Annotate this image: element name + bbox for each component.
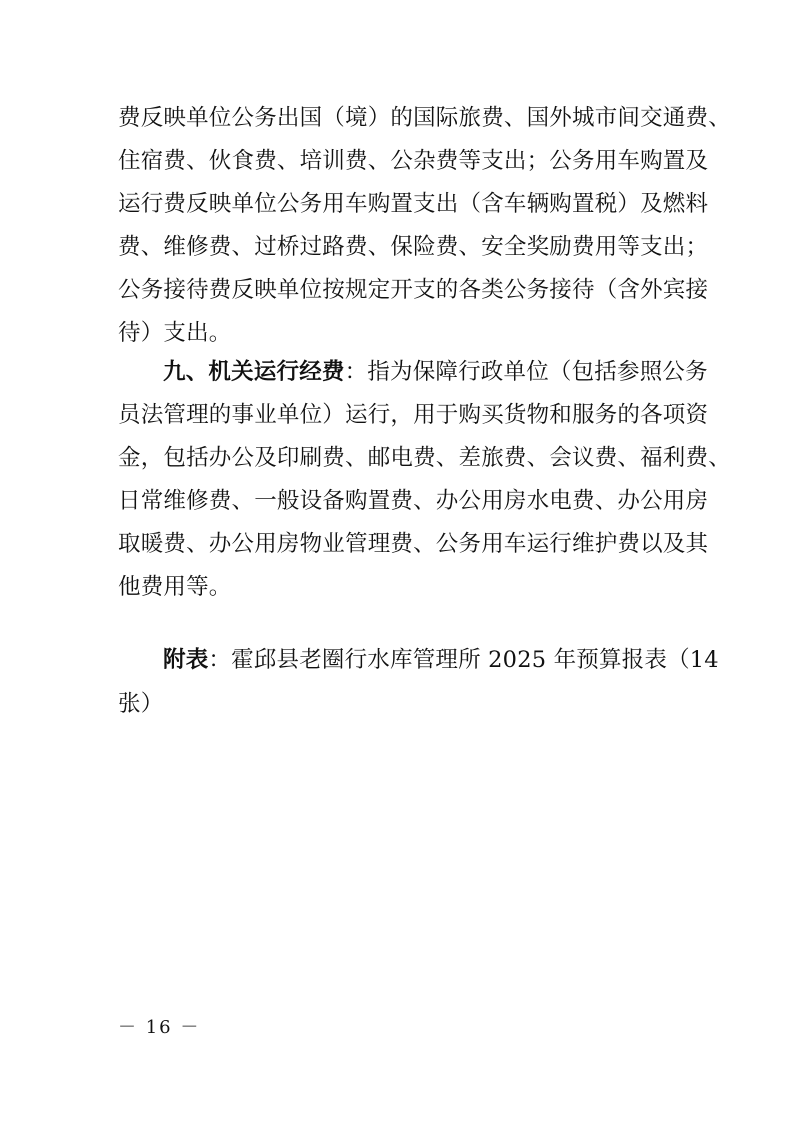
attachment-first-line: [163, 640, 719, 680]
paragraph-line: 他费用等。: [118, 574, 232, 600]
paragraph-line: 日常维修费、一般设备购置费、办公用房水电费、办公用房: [118, 488, 709, 514]
paragraph-line: 取暖费、办公用房物业管理费、公务用车运行维护费以及其: [118, 531, 709, 557]
section-9-first-line: [163, 352, 708, 392]
section-9-heading: 九、机关运行经费: [163, 359, 345, 385]
page-number: － 16 －: [118, 1017, 201, 1038]
paragraph-line: 住宿费、伙食费、培训费、公杂费等支出；公务用车购置及: [118, 148, 709, 174]
attachment-second-line: 张）: [118, 691, 164, 717]
paragraph-line: 金，包括办公及印刷费、邮电费、差旅费、会议费、福利费、: [118, 445, 731, 471]
section-9-heading-rest: ：指为保障行政单位（包括参照公务: [344, 359, 708, 385]
paragraph-line: 待）支出。: [118, 320, 232, 346]
paragraph-line: 费、维修费、过桥过路费、保险费、安全奖励费用等支出；: [118, 234, 709, 260]
paragraph-line: 员法管理的事业单位）运行，用于购买货物和服务的各项资: [118, 402, 709, 428]
attachment-title: ：霍邱县老圈行水库管理所 2025 年预算报表（14: [208, 647, 719, 673]
paragraph-line: 公务接待费反映单位按规定开支的各类公务接待（含外宾接: [118, 277, 709, 303]
paragraph-line: 运行费反映单位公务用车购置支出（含车辆购置税）及燃料: [118, 191, 709, 217]
attachment-label: 附表: [163, 647, 209, 673]
paragraph-line: 费反映单位公务出国（境）的国际旅费、国外城市间交通费、: [118, 105, 731, 131]
